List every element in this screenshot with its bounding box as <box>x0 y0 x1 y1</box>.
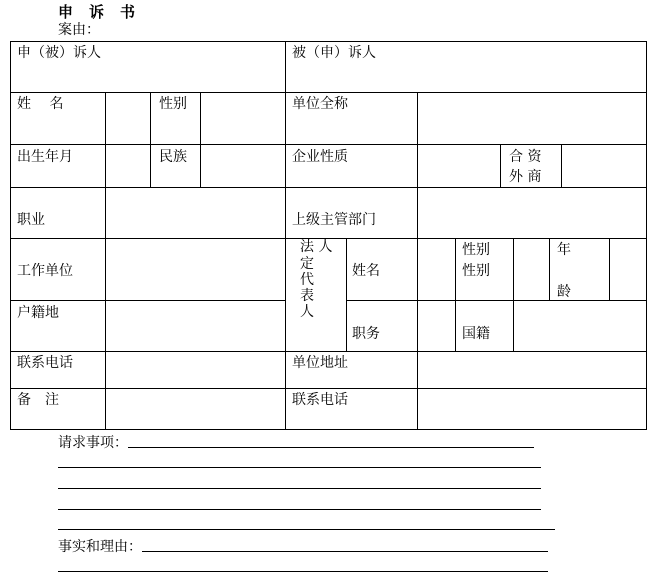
col-line <box>150 92 151 188</box>
age-label-bottom: 龄 <box>557 284 571 300</box>
col-line <box>549 238 550 300</box>
table-border-top <box>10 41 646 42</box>
col-line <box>417 187 418 239</box>
rep-gender-label-1: 性别 <box>462 242 490 258</box>
rep-gender-label-2: 性别 <box>462 263 490 279</box>
case-label: 案由： <box>58 22 100 38</box>
nationality-label: 国籍 <box>462 326 490 342</box>
col-line <box>417 92 418 188</box>
age-label-top: 年 <box>557 242 571 258</box>
col-line <box>609 238 610 300</box>
unit-full-name-label: 单位全称 <box>292 96 348 112</box>
center-divider <box>285 41 286 430</box>
col-line <box>105 92 106 430</box>
request-line <box>58 488 541 489</box>
unit-address-label: 单位地址 <box>292 355 348 371</box>
legal-rep-label-top: 法 人 <box>300 239 333 255</box>
col-line <box>561 144 562 188</box>
facts-line <box>142 551 548 552</box>
request-line <box>58 467 541 468</box>
col-line <box>200 92 201 188</box>
contact-phone-right-label: 联系电话 <box>292 392 348 408</box>
joint-venture-label-top: 合 资 <box>509 149 542 165</box>
name-label: 姓 名 <box>17 96 64 112</box>
col-line <box>417 238 418 352</box>
row-line <box>346 300 646 301</box>
legal-rep-label-vertical: 定代表人 <box>300 256 314 320</box>
request-line <box>128 447 534 448</box>
joint-venture-label-bottom: 外 商 <box>509 169 542 185</box>
request-line <box>58 529 555 530</box>
ethnicity-label: 民族 <box>159 149 187 165</box>
contact-phone-left-label: 联系电话 <box>17 355 73 371</box>
request-label: 请求事项： <box>58 435 128 451</box>
occupation-label: 职业 <box>17 212 45 228</box>
rep-name-label: 姓名 <box>352 263 380 279</box>
col-line <box>500 144 501 188</box>
document-title: 申诉书 <box>58 3 152 21</box>
position-label: 职务 <box>352 326 380 342</box>
table-border-right <box>646 41 647 430</box>
col-line <box>417 351 418 430</box>
complainant-header: 申（被）诉人 <box>17 45 101 61</box>
birth-date-label: 出生年月 <box>17 149 73 165</box>
table-border-left <box>10 41 11 430</box>
facts-line <box>58 571 548 572</box>
col-line <box>455 238 456 352</box>
remarks-label: 备 注 <box>17 392 59 408</box>
request-line <box>58 509 541 510</box>
superior-dept-label: 上级主管部门 <box>292 212 376 228</box>
enterprise-nature-label: 企业性质 <box>292 149 348 165</box>
hukou-label: 户籍地 <box>17 305 59 321</box>
row-line <box>10 300 286 301</box>
col-line <box>513 238 514 352</box>
work-unit-label: 工作单位 <box>17 263 73 279</box>
respondent-header: 被（申）诉人 <box>292 45 376 61</box>
facts-label: 事实和理由： <box>58 539 142 555</box>
gender-label: 性别 <box>159 96 187 112</box>
col-line <box>346 238 347 352</box>
